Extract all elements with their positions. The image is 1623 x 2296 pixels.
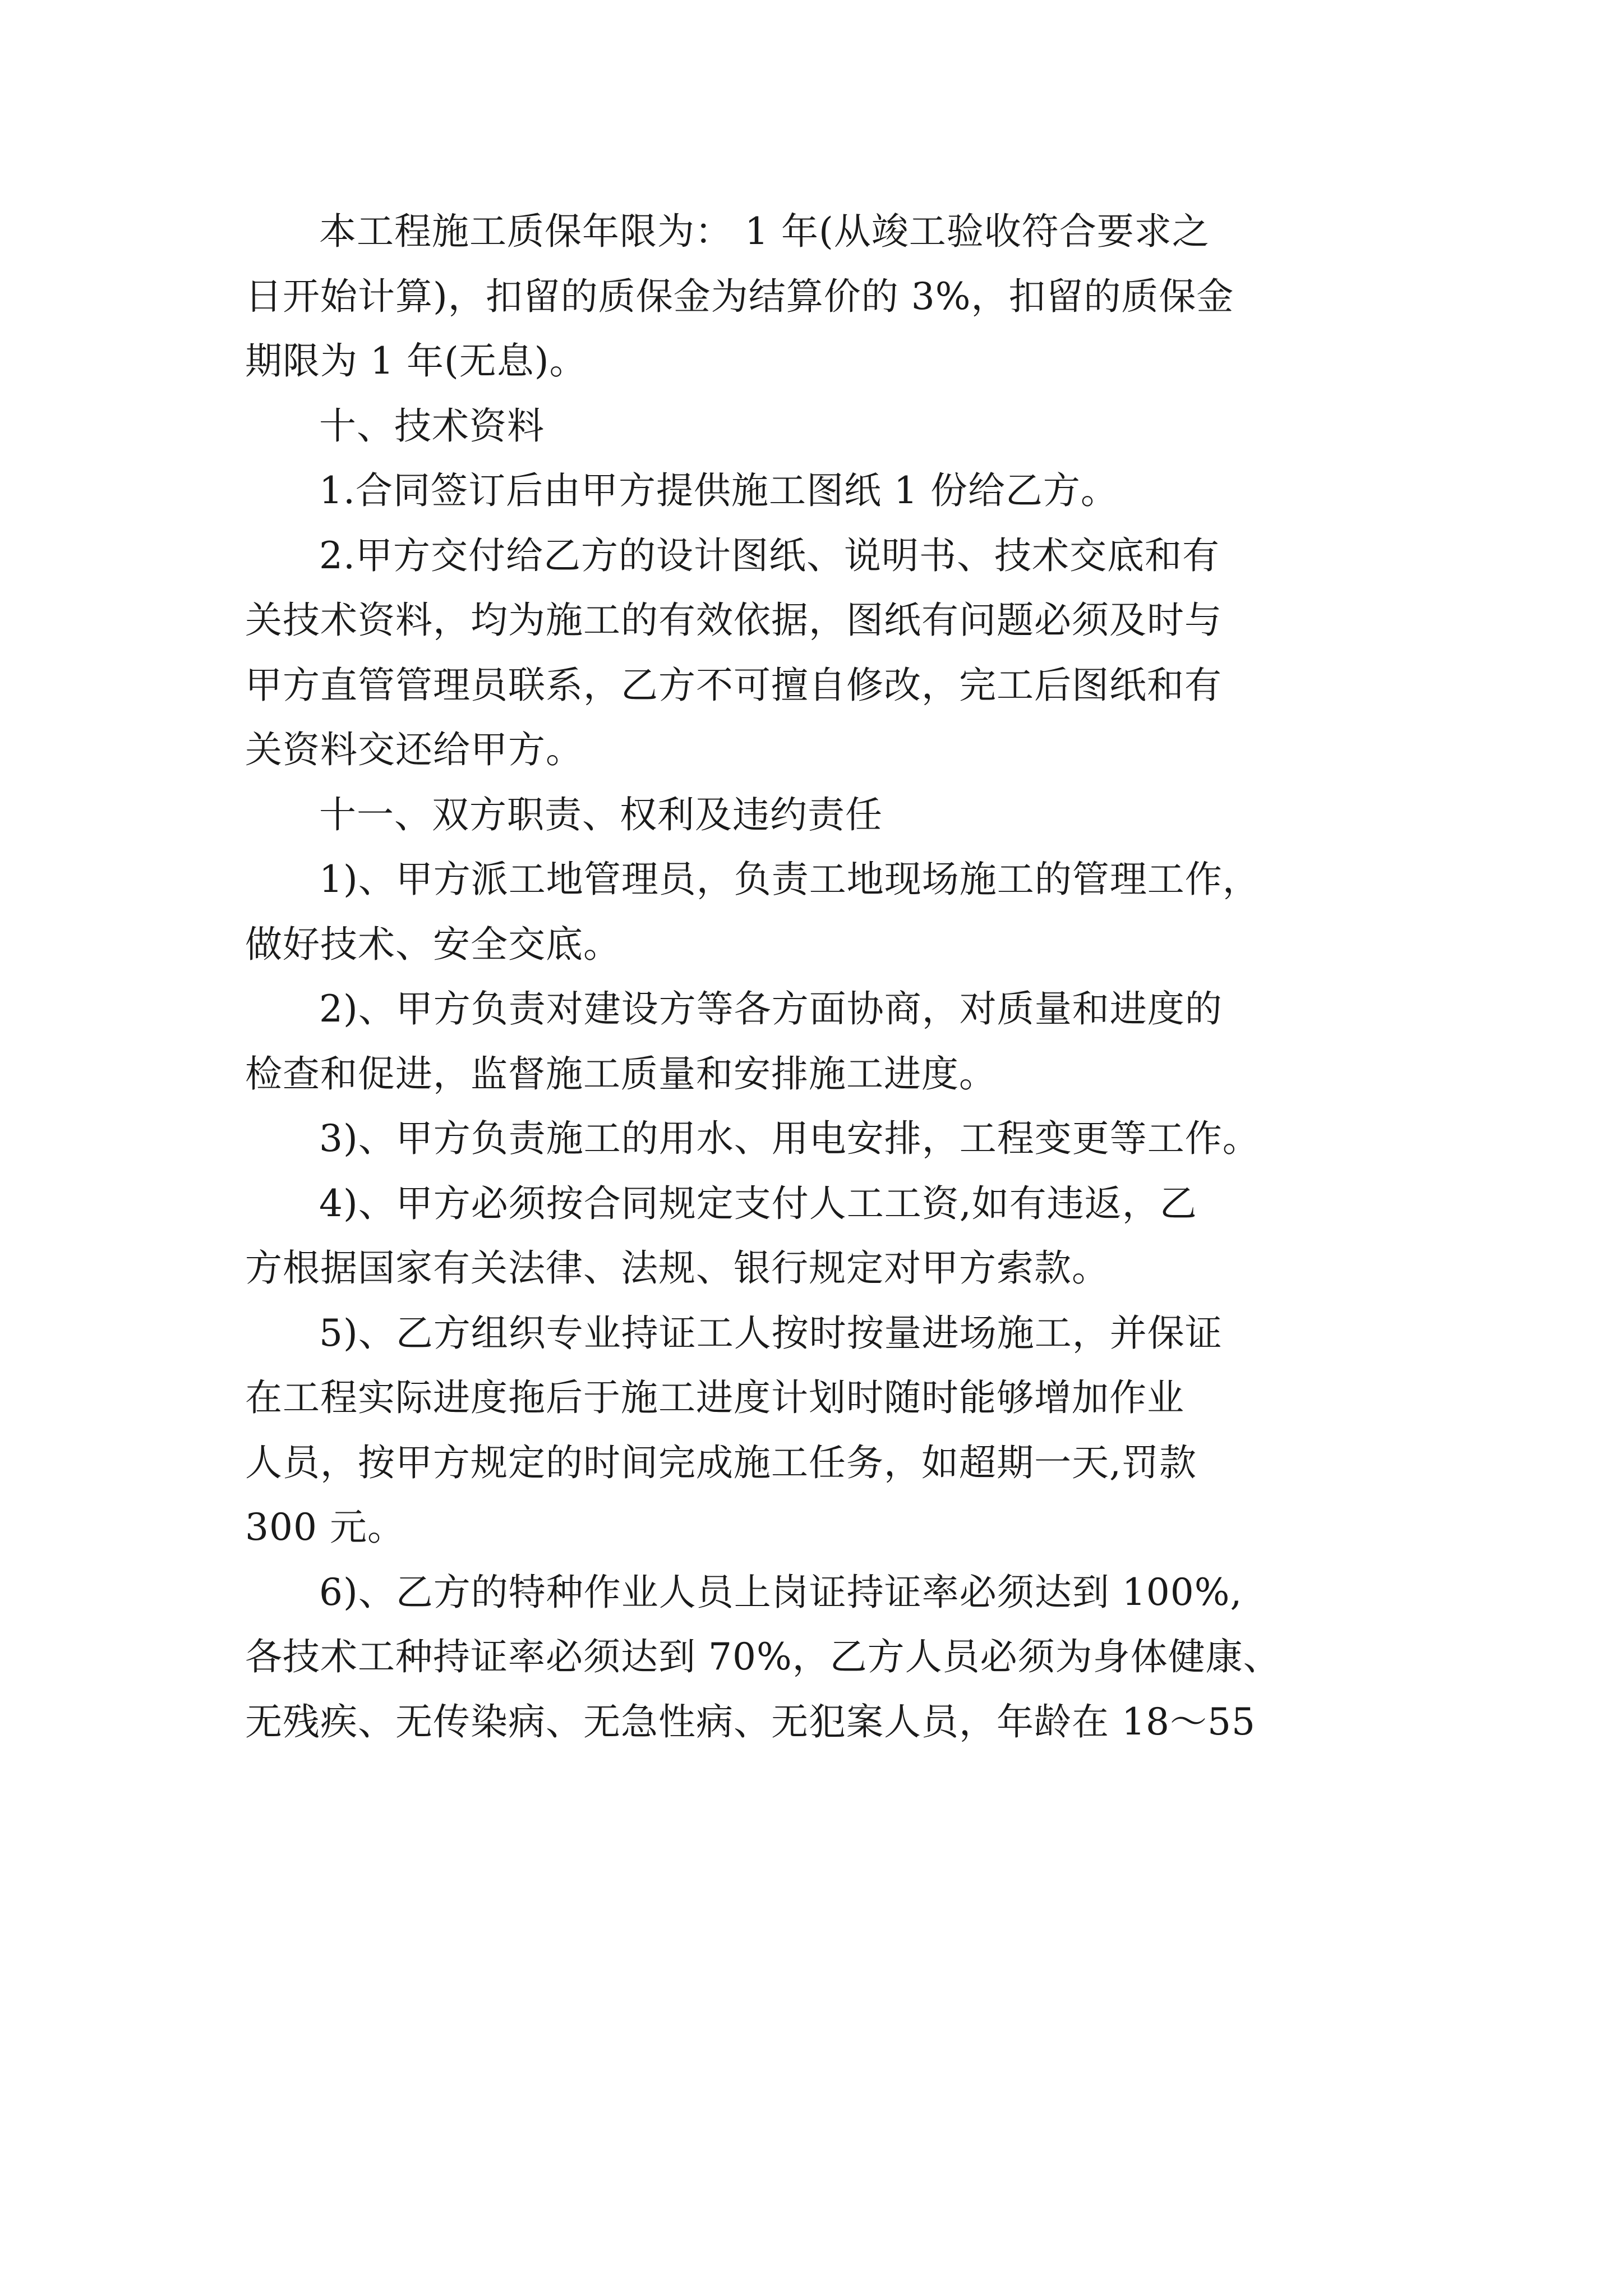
- paragraph: [245, 1301, 1378, 1560]
- text-line: 甲方直管管理员联系，乙方不可擅自修改，完工后图纸和有: [245, 663, 1222, 707]
- text-line: 5)、乙方组织专业持证工人按时按量进场施工，并保证: [319, 1311, 1223, 1355]
- text-line: 无残疾、无传染病、无急性病、无犯案人员，年龄在 18～55: [245, 1700, 1256, 1743]
- text-line: 十、技术资料: [319, 404, 545, 448]
- text-line: 日开始计算)，扣留的质保金为结算价的 3%，扣留的质保金: [245, 274, 1234, 318]
- text-line: 方根据国家有关法律、法规、银行规定对甲方索款。: [245, 1246, 1109, 1290]
- text-line: 3)、甲方负责施工的用水、用电安排，工程变更等工作。: [319, 1117, 1260, 1160]
- text-line: 本工程施工质保年限为： 1 年(从竣工验收符合要求之: [319, 210, 1210, 253]
- text-line: 期限为 1 年(无息)。: [245, 339, 587, 383]
- text-line: 人员，按甲方规定的时间完成施工任务，如超期一天,罚款: [245, 1441, 1197, 1484]
- paragraph: [245, 394, 1378, 459]
- text-line: 十一、双方职责、权利及违约责任: [319, 793, 883, 836]
- text-line: 1)、甲方派工地管理员，负责工地现场施工的管理工作，: [319, 858, 1260, 901]
- paragraph: [245, 458, 1378, 523]
- paragraph: [245, 783, 1378, 848]
- text-line: 做好技术、安全交底。: [245, 922, 621, 966]
- paragraph: [245, 1106, 1378, 1171]
- text-line: 关资料交还给甲方。: [245, 728, 583, 771]
- paragraph: [245, 1560, 1378, 1755]
- paragraph: [245, 199, 1378, 394]
- paragraph: [245, 847, 1378, 977]
- paragraph: [245, 1171, 1378, 1301]
- text-line: 各技术工种持证率必须达到 70%，乙方人员必须为身体健康、: [245, 1635, 1281, 1678]
- text-line: 2)、甲方负责对建设方等各方面协商，对质量和进度的: [319, 987, 1223, 1030]
- text-line: 6)、乙方的特种作业人员上岗证持证率必须达到 100%,: [319, 1570, 1243, 1614]
- text-line: 4)、甲方必须按合同规定支付人工工资,如有违返，乙: [319, 1181, 1197, 1225]
- paragraph: [245, 523, 1378, 783]
- document-body: [245, 199, 1378, 1754]
- text-line: 在工程实际进度拖后于施工进度计划时随时能够增加作业: [245, 1376, 1184, 1419]
- text-line: 关技术资料，均为施工的有效依据，图纸有问题必须及时与: [245, 599, 1222, 642]
- text-line: 300 元。: [245, 1506, 405, 1549]
- text-line: 1.合同签订后由甲方提供施工图纸 1 份给乙方。: [319, 469, 1118, 512]
- text-line: 2.甲方交付给乙方的设计图纸、说明书、技术交底和有: [319, 533, 1220, 577]
- text-line: 检查和促进，监督施工质量和安排施工进度。: [245, 1052, 997, 1096]
- paragraph: [245, 977, 1378, 1106]
